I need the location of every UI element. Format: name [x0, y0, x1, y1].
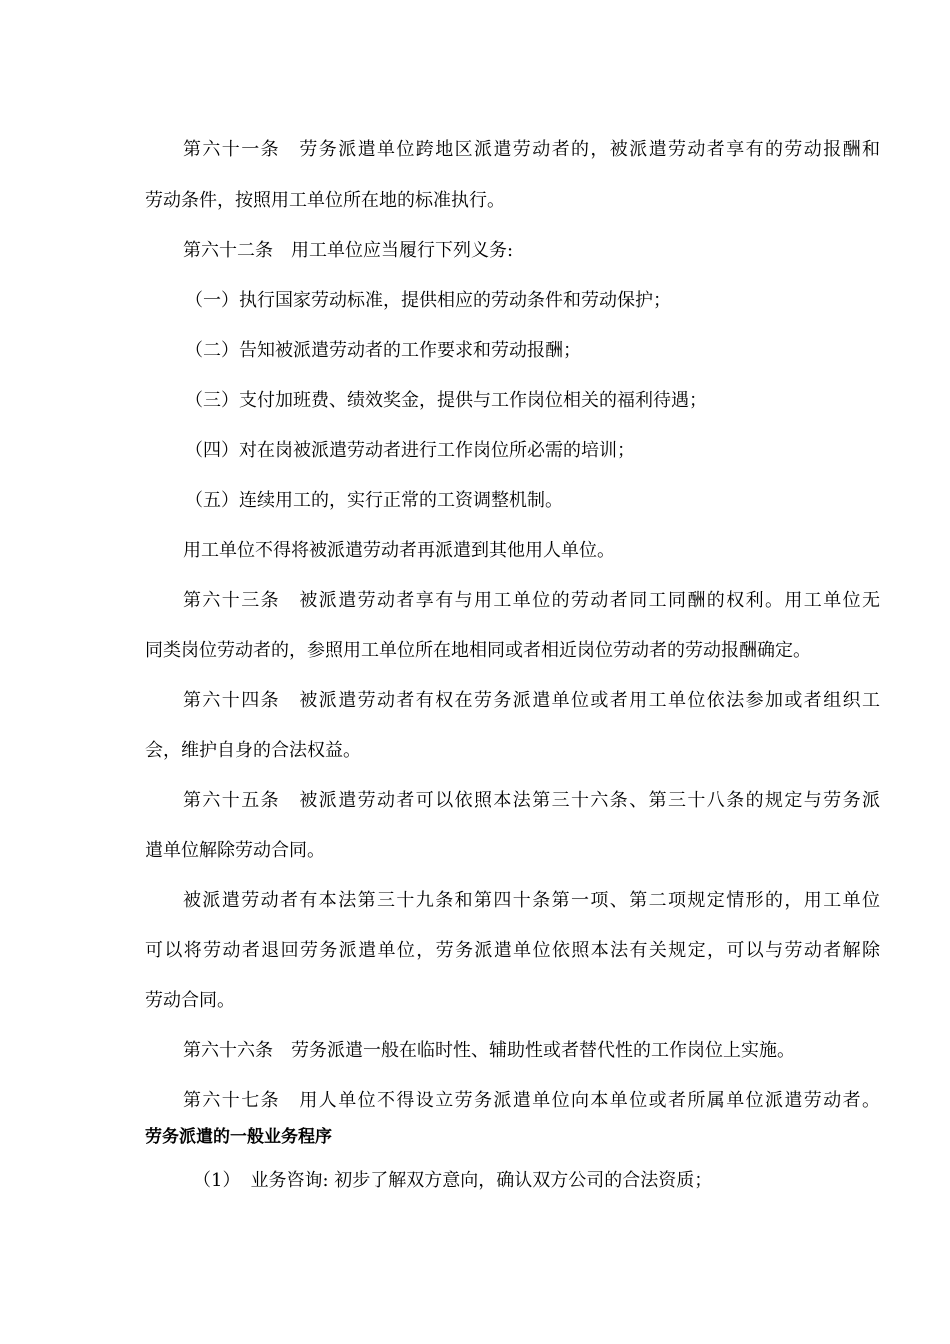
article-67: 第六十七条 用人单位不得设立劳务派遣单位向本单位或者所属单位派遣劳动者。 — [183, 1090, 880, 1111]
procedure-step-1-number: （1） — [193, 1170, 241, 1191]
article-61-line-2: 劳动条件，按照用工单位所在地的标准执行。 — [145, 190, 505, 211]
article-66-label: 第六十六条 — [183, 1040, 273, 1061]
article-67-label: 第六十七条 — [183, 1090, 280, 1111]
article-65-line-2: 遣单位解除劳动合同。 — [145, 840, 325, 861]
article-62-item-2: （二）告知被派遣劳动者的工作要求和劳动报酬； — [185, 340, 581, 361]
article-63-line-1: 第六十三条 被派遣劳动者享有与用工单位的劳动者同工同酬的权利。用工单位无 — [183, 590, 880, 611]
article-62-intro: 第六十二条 用工单位应当履行下列义务: — [183, 240, 514, 261]
article-65-para2-line-2: 可以将劳动者退回劳务派遣单位，劳务派遣单位依照本法有关规定，可以与劳动者解除 — [145, 940, 880, 961]
article-62-item-1: （一）执行国家劳动标准，提供相应的劳动条件和劳动保护； — [185, 290, 671, 311]
article-65-para2-line-1: 被派遣劳动者有本法第三十九条和第四十条第一项、第二项规定情形的，用工单位 — [183, 890, 880, 911]
procedure-step-1 — [193, 1168, 880, 1194]
article-62-closing: 用工单位不得将被派遣劳动者再派遣到其他用人单位。 — [183, 540, 615, 561]
article-66: 第六十六条 劳务派遣一般在临时性、辅助性或者替代性的工作岗位上实施。 — [183, 1040, 795, 1061]
article-65-para2-line-3: 劳动合同。 — [145, 990, 235, 1011]
article-65-label: 第六十五条 — [183, 790, 280, 811]
article-64-label: 第六十四条 — [183, 690, 280, 711]
article-64-line-1: 第六十四条 被派遣劳动者有权在劳务派遣单位或者用工单位依法参加或者组织工 — [183, 690, 880, 711]
article-61-line-1: 第六十一条 劳务派遣单位跨地区派遣劳动者的，被派遣劳动者享有的劳动报酬和 — [183, 139, 880, 160]
article-64-line-2: 会，维护自身的合法权益。 — [145, 740, 361, 761]
procedure-step-1-text: 业务咨询: 初步了解双方意向，确认双方公司的合法资质； — [250, 1170, 713, 1191]
article-63-label: 第六十三条 — [183, 590, 280, 611]
procedure-heading: 劳务派遣的一般业务程序 — [145, 1127, 332, 1147]
article-63-line-2: 同类岗位劳动者的，参照用工单位所在地相同或者相近岗位劳动者的劳动报酬确定。 — [145, 640, 811, 661]
article-62-item-3: （三）支付加班费、绩效奖金，提供与工作岗位相关的福利待遇； — [185, 390, 707, 411]
article-62-label: 第六十二条 — [183, 240, 273, 261]
article-61-label: 第六十一条 — [183, 139, 280, 160]
article-62-item-5: （五）连续用工的，实行正常的工资调整机制。 — [185, 490, 563, 511]
article-62-item-4: （四）对在岗被派遣劳动者进行工作岗位所必需的培训； — [185, 440, 635, 461]
article-65-line-1: 第六十五条 被派遣劳动者可以依照本法第三十六条、第三十八条的规定与劳务派 — [183, 790, 880, 811]
